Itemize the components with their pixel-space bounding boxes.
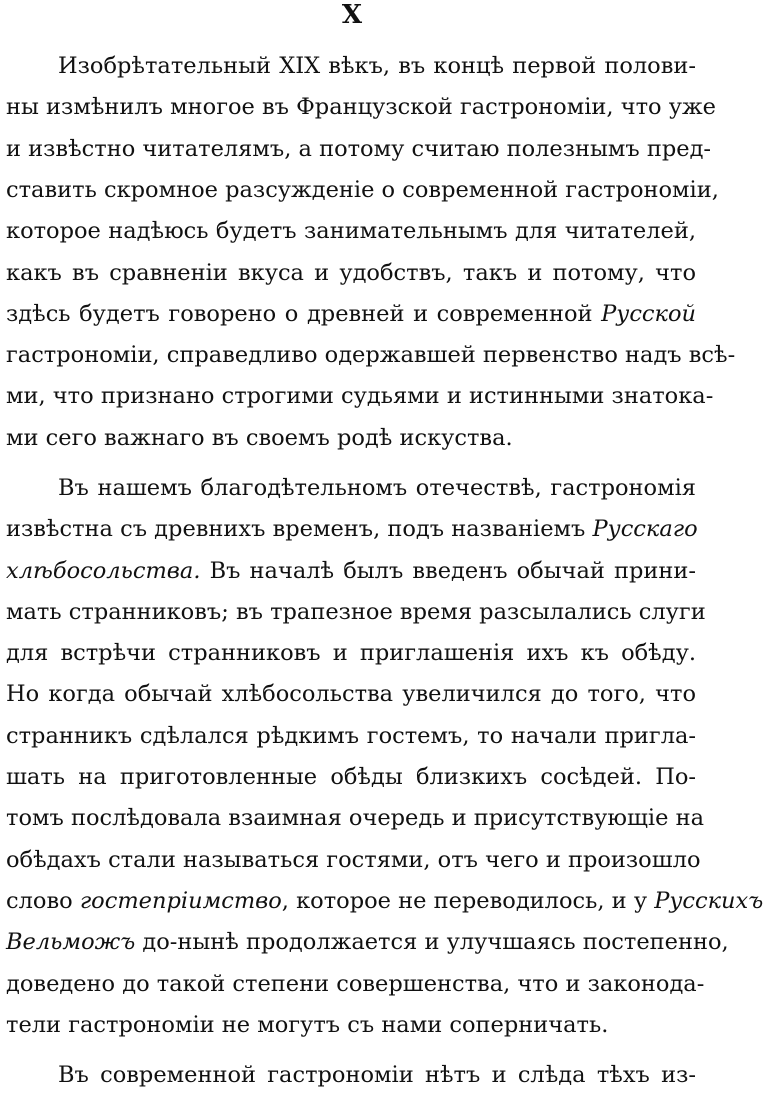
text-run: ми сего важнаго въ своемъ родѣ искуства. xyxy=(6,425,513,451)
text-run: мать странниковъ; въ трапезное время разсылались слуги xyxy=(6,599,706,625)
text-line xyxy=(6,845,701,875)
italic-text-run: Русской xyxy=(601,301,696,327)
text-line xyxy=(6,1010,696,1040)
text-run: томъ послѣдовала взаимная очередь и присутствующіе на xyxy=(6,805,704,831)
text-line xyxy=(6,514,696,544)
text-run: Въ нашемъ благодѣтельномъ отечествѣ, гастрономія xyxy=(58,475,696,501)
text-line xyxy=(6,803,704,833)
text-line xyxy=(6,216,696,246)
text-run: Въ современной гастрономіи нѣтъ и слѣда тѣхъ из- xyxy=(58,1062,696,1088)
text-line xyxy=(6,721,696,751)
text-run: которое надѣюсь будетъ занимательнымъ для читателей, xyxy=(6,218,696,244)
text-line xyxy=(6,762,696,792)
text-run: слово xyxy=(6,888,80,914)
text-run: какъ въ сравненіи вкуса и удобствъ, такъ и потому, что xyxy=(6,260,696,286)
text-line xyxy=(58,1060,696,1090)
text-line xyxy=(6,969,705,999)
text-run: и извѣстно читателямъ, а потому считаю полезнымъ пред- xyxy=(6,136,712,162)
text-run: обѣдахъ стали называться гостями, отъ чего и произошло xyxy=(6,847,701,873)
text-line xyxy=(6,92,716,122)
text-line xyxy=(6,175,719,205)
text-run: , которое не переводилось, и у xyxy=(281,888,655,914)
text-line xyxy=(6,423,696,453)
text-line xyxy=(6,886,763,916)
text-line xyxy=(6,638,696,668)
text-line xyxy=(58,51,696,81)
text-run: Въ началѣ былъ введенъ обычай прини- xyxy=(200,558,696,584)
text-run: до-нынѣ продолжается и улучшаясь постепенно, xyxy=(135,929,729,955)
text-line xyxy=(6,679,696,709)
text-run: для встрѣчи странниковъ и приглашенія ихъ къ обѣду. xyxy=(6,640,696,666)
text-run: шать на приготовленные обѣды близкихъ сосѣдей. По- xyxy=(6,764,696,790)
text-run: ны измѣнилъ многое въ Французской гастрономіи, что уже xyxy=(6,94,716,120)
page-number: X xyxy=(341,0,363,30)
text-run: здѣсь будетъ говорено о древней и современной xyxy=(6,301,602,327)
text-run: Но когда обычай хлѣбосольства увеличился до того, что xyxy=(6,681,696,707)
text-line xyxy=(6,299,696,329)
text-line xyxy=(6,340,736,370)
italic-text-run: хлѣбосольства. xyxy=(6,558,201,584)
text-run: странникъ сдѣлался рѣдкимъ гостемъ, то начали пригла- xyxy=(6,723,696,749)
text-line xyxy=(6,381,714,411)
text-line xyxy=(58,473,696,503)
italic-text-run: Русскаго xyxy=(592,516,698,542)
text-line xyxy=(6,597,706,627)
text-line xyxy=(6,258,696,288)
text-run: доведено до такой степени совершенства, что и законода- xyxy=(6,971,705,997)
text-run: ми, что признано строгими судьями и истинными знатока- xyxy=(6,383,714,409)
italic-text-run: Вельможъ xyxy=(6,929,136,955)
text-run: Изобрѣтательный XIX вѣкъ, въ концѣ первой полови- xyxy=(58,53,696,79)
italic-text-run: Русскихъ xyxy=(654,888,763,914)
text-run: гастрономіи, справедливо одержавшей первенство надъ всѣ- xyxy=(6,342,736,368)
text-run: извѣстна съ древнихъ временъ, подъ названіемъ xyxy=(6,516,593,542)
text-line xyxy=(6,556,696,586)
text-run: ставить скромное разсужденіе о современной гастрономіи, xyxy=(6,177,719,203)
italic-text-run: гостепріимство xyxy=(79,888,282,914)
text-line xyxy=(6,927,729,957)
text-line xyxy=(6,134,712,164)
text-run: тели гастрономіи не могутъ съ нами соперничать. xyxy=(6,1012,609,1038)
